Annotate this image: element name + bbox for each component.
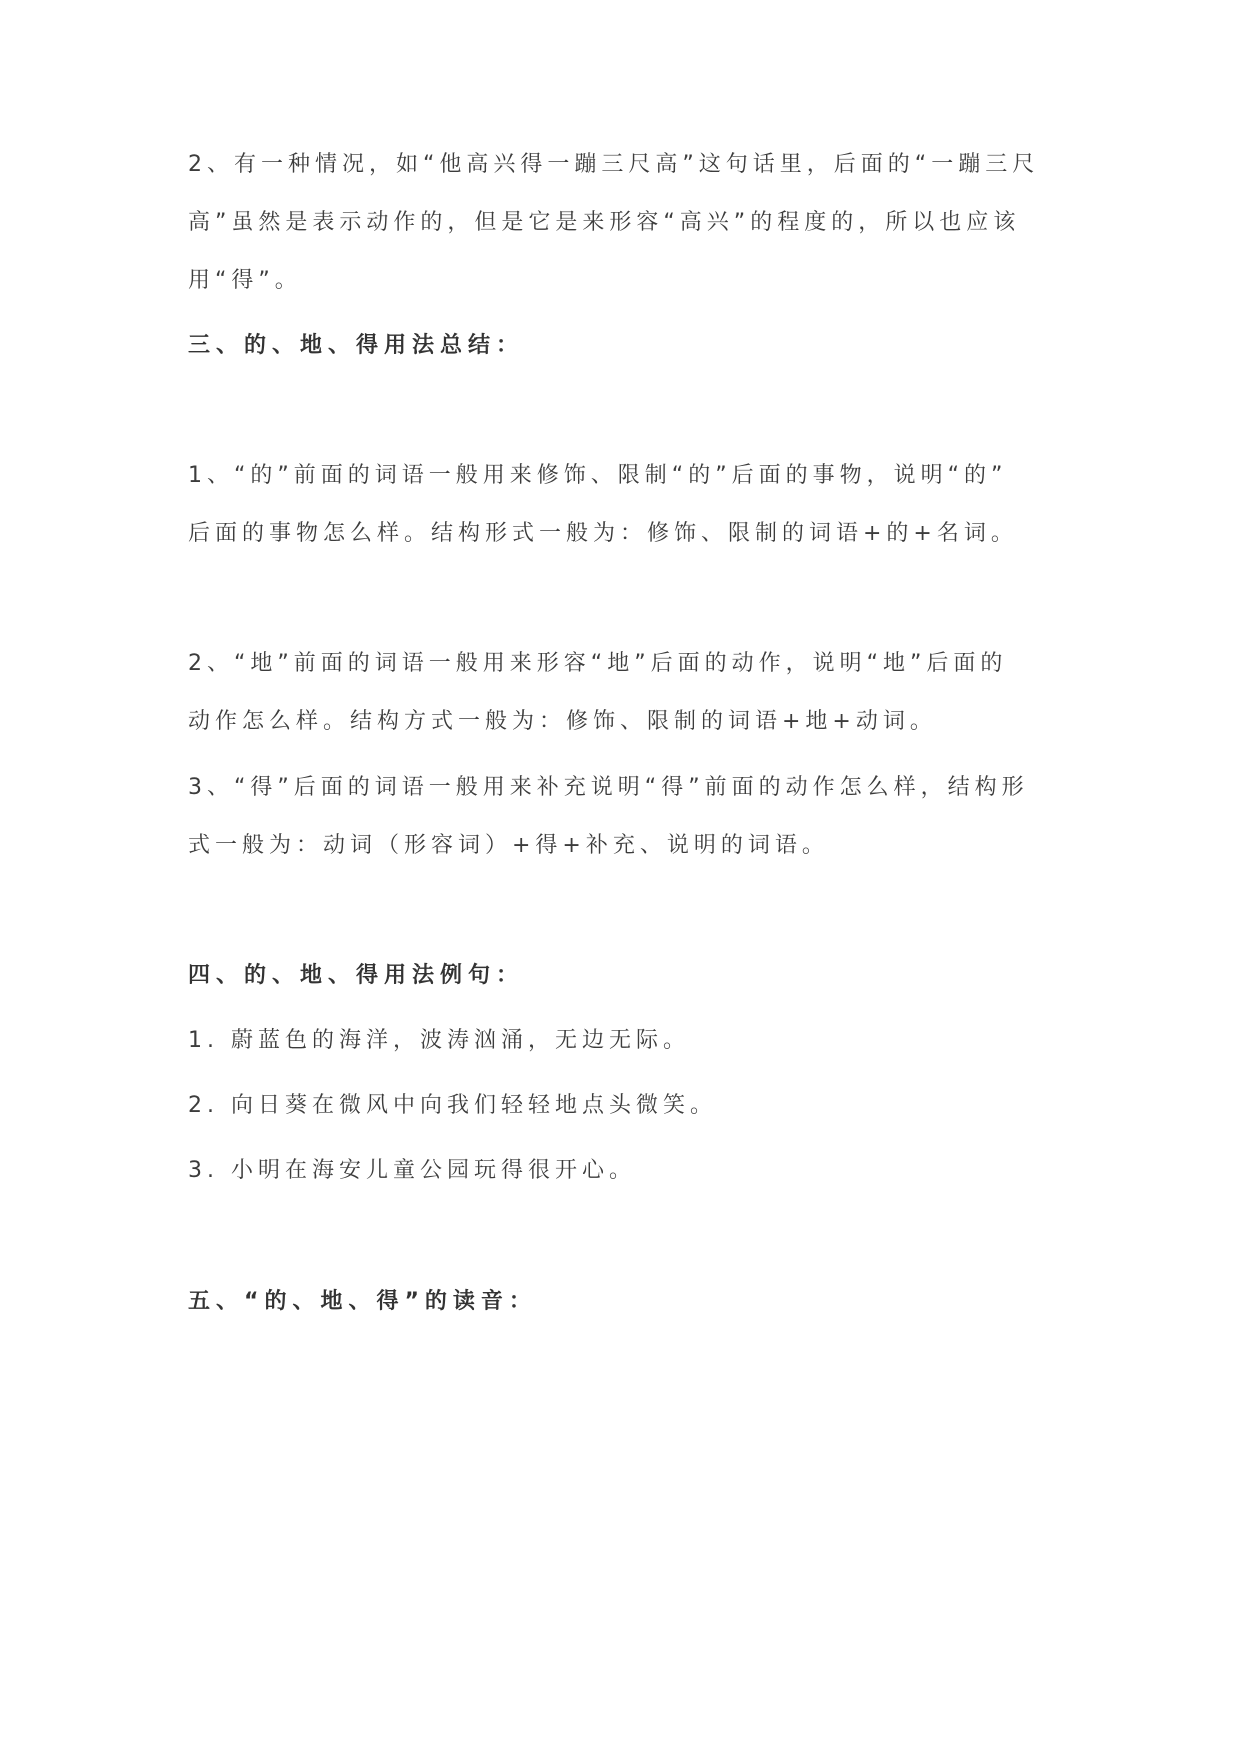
paragraph-line: 式一般为：动词（形容词）+得+补充、说明的词语。 <box>188 833 829 858</box>
section-heading-summary: 三、的、地、得用法总结： <box>188 333 525 358</box>
paragraph-line: 2、有一种情况，如“他高兴得一蹦三尺高”这句话里，后面的“一蹦三尺 <box>188 152 1040 177</box>
paragraph-line: 3、“得”后面的词语一般用来补充说明“得”前面的动作怎么样，结构形 <box>188 775 1029 800</box>
paragraph-line: 动作怎么样。结构方式一般为：修饰、限制的词语+地+动词。 <box>188 709 937 734</box>
paragraph-line: 1、“的”前面的词语一般用来修饰、限制“的”后面的事物，说明“的” <box>188 463 1008 488</box>
example-item: 3. 小明在海安儿童公园玩得很开心。 <box>188 1158 636 1183</box>
example-item: 2. 向日葵在微风中向我们轻轻地点头微笑。 <box>188 1093 717 1118</box>
paragraph-line: 2、“地”前面的词语一般用来形容“地”后面的动作，说明“地”后面的 <box>188 651 1008 676</box>
paragraph-line: 高”虽然是表示动作的，但是它是来形容“高兴”的程度的，所以也应该 <box>188 210 1021 235</box>
section-heading-examples: 四、的、地、得用法例句： <box>188 963 525 988</box>
section-heading-pronunciation: 五、“的、地、得”的读音： <box>188 1289 537 1314</box>
paragraph-line: 后面的事物怎么样。结构形式一般为：修饰、限制的词语+的+名词。 <box>188 521 1018 546</box>
example-item: 1. 蔚蓝色的海洋，波涛汹涌，无边无际。 <box>188 1028 690 1053</box>
paragraph-line: 用“得”。 <box>188 268 302 293</box>
